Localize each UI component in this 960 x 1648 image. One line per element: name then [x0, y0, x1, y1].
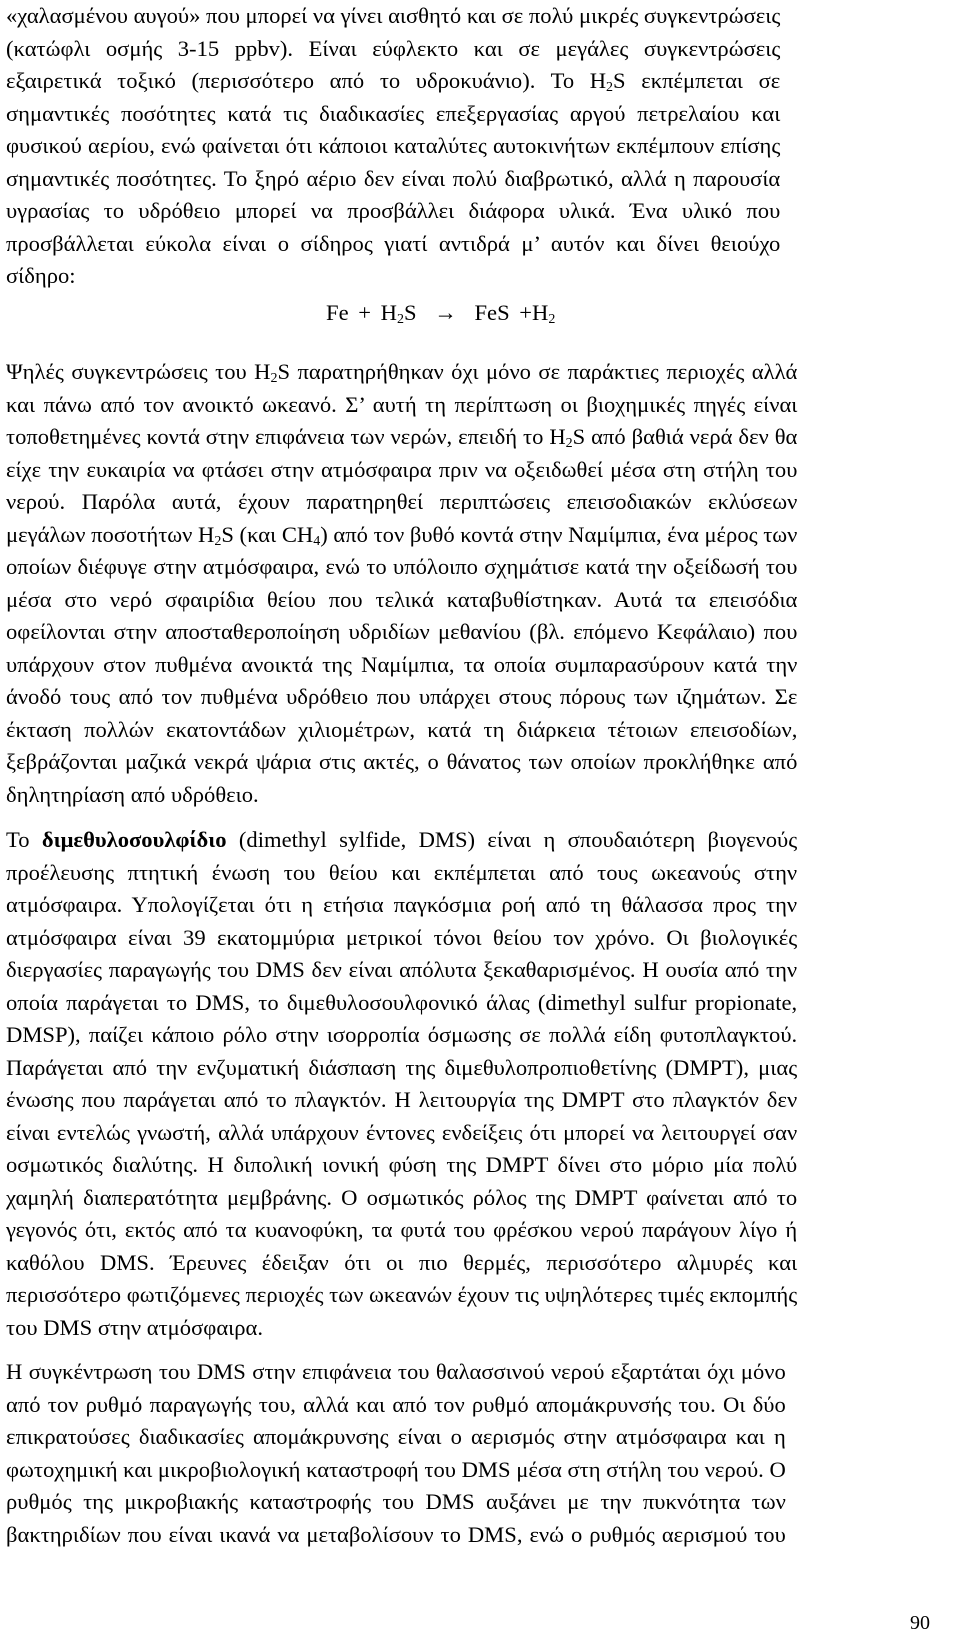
text-line: είναι εντελώς γνωστή, αλλά υπάρχουν έντονες ενδείξεις ότι μπορεί να λειτουργεί σαν — [6, 1119, 798, 1145]
text-line: σίδηρο: — [6, 263, 76, 288]
text-line: του DMS στην ατμόσφαιρα. — [6, 1314, 263, 1340]
text-line: μεγάλων ποσοτήτων $H_2S$ (και $CH_4$) από τον βυθό κοντά στην Ναμίμπια, ένα μέρος των — [6, 521, 798, 549]
text-line: έκταση πολλών εκατοντάδων χιλιομέτρων, κατά τη διάρκεια τέτοιων επεισοδίων, — [6, 716, 798, 742]
page-number: 90 — [910, 1612, 930, 1634]
text-line: (κατώφλι οσμής 3-15 ppbv). Είναι εύφλεκτο και σε μεγάλες συγκεντρώσεις — [6, 35, 781, 61]
text-line: βακτηριδίων που είναι ικανά να μεταβολίσουν το DMS, ενώ ο ρυθμός αερισμού του — [6, 1521, 786, 1547]
text-line: σημαντικές ποσότητες. Το ξηρό αέριο δεν είναι πολύ διαβρωτικό, αλλά η παρουσία — [6, 165, 781, 191]
text-line: διεργασίες παραγωγής του DMS δεν είναι απόλυτα ξεκαθαρισμένος. Η ουσία από την — [6, 957, 798, 982]
text-line: Το διμεθυλοσουλφίδιο (dimethyl sylfide, DMS) είναι η σπουδαιότερη βιογενούς — [6, 827, 798, 852]
text-line: οφείλονται στην αποσταθεροποίηση υδριδίων μεθανίου (βλ. επόμενο Κεφάλαιο) που — [6, 619, 798, 644]
text-line: δηλητηρίαση από υδρόθειο. — [6, 781, 259, 807]
text-line: μέσα στο νερό σφαιρίδια θείου που τελικά καταβυθίστηκαν. Αυτά τα επεισόδια — [6, 586, 798, 612]
reaction-arrow-icon: → — [434, 300, 457, 325]
paragraph-h2s-properties — [6, 0, 780, 293]
text-line: προσβάλλεται εύκολα είναι ο σίδηρος γιατί αντιδρά μ’ αυτόν και δίνει θειούχο — [6, 230, 781, 256]
text-line: και πάνω από τον ανοικτό ωκεανό. Σ’ αυτή τη περίπτωση οι βιοχημικές πηγές είναι — [6, 391, 798, 417]
text-line: επικρατούσες διαδικασίες απομάκρυνσης είναι ο αερισμός στην ατμόσφαιρα και η — [6, 1424, 786, 1449]
text-line: οσμωτικός διαλύτης. Η διπολική ιονική φύση της DMPT δίνει στο μόριο μία πολύ — [6, 1152, 798, 1177]
text-line: DMSP), παίζει κάποιο ρόλο στην ισορροπία όσμωσης σε πολλά είδη φυτοπλαγκτού. — [6, 1022, 798, 1047]
text-line: υγρασίας το υδρόθειο μπορεί να προσβάλλει διάφορα υλικά. Ένα υλικό που — [6, 198, 781, 223]
text-line: ρυθμός της μικροβιακής καταστροφής του DMS αυξάνει με την πυκνότητα των — [6, 1489, 786, 1514]
text-line: Ψηλές συγκεντρώσεις του $H_2S$ παρατηρήθηκαν όχι μόνο σε παράκτιες περιοχές αλλά — [6, 359, 798, 386]
text-line: νερού. Παρόλα αυτά, έχουν παρατηρηθεί περιπτώσεις επεισοδιακών εκλύσεων — [6, 489, 798, 514]
text-line: υπάρχουν στον πυθμένα ανοικτά της Ναμίμπια, τα οποία συμπαρασύρουν κατά την — [6, 651, 798, 677]
text-line: εξαιρετικά τοξικό (περισσότερο από το υδροκυάνιο). Το $H_2S$ εκπέμπεται σε — [6, 68, 781, 95]
text-line: είχε την ευκαιρία να φτάσει στην ατμόσφαιρα πριν να οξειδωθεί μέσα στη στήλη του — [6, 456, 798, 482]
subscript: 2 — [606, 80, 614, 95]
text-line: άνοδό τους από τον πυθμένα υδρόθειο που υπάρχει στους πόρους των ιζημάτων. Σε — [6, 684, 798, 709]
text-line: Παράγεται από την ενζυματική διάσπαση της διμεθυλοπροπιοθετίνης (DMPT), μιας — [6, 1054, 798, 1080]
text-line: ένωσης που παράγεται από το πλαγκτόν. Η λειτουργία της DMPT στο πλαγκτόν δεν — [6, 1087, 798, 1112]
text-line: προέλευσης πτητική ένωση του θείου και εκπέμπεται από τους ωκεανούς στην — [6, 859, 798, 885]
text-line: γεγονός ότι, εκτός από τα κυανοφύκη, τα φυτά του φρέσκου νερού παράγουν λίγο ή — [6, 1217, 798, 1242]
text-line: περισσότερο φωτιζόμενες περιοχές των ωκεανών έχουν τις υψηλότερες τιμές εκπομπής — [6, 1282, 798, 1307]
bold-term: διμεθυλοσουλφίδιο — [41, 827, 227, 852]
text-line: χαμηλή διαπερατότητα μεμβράνης. Ο οσμωτικός ρόλος της DMPT φαίνεται από το — [6, 1184, 798, 1210]
text-line: «χαλασμένου αυγού» που μπορεί να γίνει αισθητό και σε πολύ μικρές συγκεντρώσεις — [6, 3, 781, 28]
paragraph-dms-removal — [6, 1356, 786, 1551]
text-line: ατμόσφαιρα. Υπολογίζεται ότι η ετήσια παγκόσμια ροή από τη θάλασσα προς την — [6, 892, 798, 917]
chemical-equation: $Fe + H_2S$ → FeS $+H_2$ — [326, 297, 555, 329]
text-line: φυσικού αερίου, ενώ φαίνεται ότι κάποιοι καταλύτες αυτοκινήτων εκπέμπουν επίσης — [6, 133, 781, 158]
text-line: οποίων διέφυγε στην ατμόσφαιρα, ενώ το υπόλοιπο σχημάτισε κατά την οξείδωσή του — [6, 554, 798, 579]
text-line: από τον ρυθμό παραγωγής του, αλλά και από τον ρυθμό απομάκρυνσής του. Οι δύο — [6, 1391, 786, 1417]
text-line: φωτοχημική και μικροβιολογική καταστροφή του DMS μέσα στη στήλη του νερού. Ο — [6, 1456, 786, 1482]
text-line: καθόλου DMS. Έρευνες έδειξαν ότι οι πιο θερμές, περισσότερο αλμυρές και — [6, 1249, 798, 1275]
text-line: ατμόσφαιρα είναι 39 εκατομμύρια μετρικοί τόνοι θείου τον χρόνο. Οι βιολογικές — [6, 924, 798, 950]
text-line: σημαντικές ποσότητες κατά τις διαδικασίες επεξεργασίας αργού πετρελαίου και — [6, 100, 781, 126]
text-line: Η συγκέντρωση του DMS στην επιφάνεια του θαλασσινού νερού εξαρτάται όχι μόνο — [6, 1359, 786, 1384]
paragraph-h2s-ocean — [6, 356, 797, 811]
text-line: ξεβράζονται μαζικά νεκρά ψάρια στις ακτές, ο θάνατος των οποίων προκλήθηκε από — [6, 749, 798, 774]
text-line: οποία παράγεται το DMS, το διμεθυλοσουλφονικό άλας (dimethyl sulfur propionate, — [6, 989, 798, 1015]
paragraph-dms — [6, 824, 797, 1344]
text-line: τοποθετημένες κοντά στην επιφάνεια των νερών, επειδή το $H_2S$ από βαθιά νερά δεν θα — [6, 424, 798, 451]
